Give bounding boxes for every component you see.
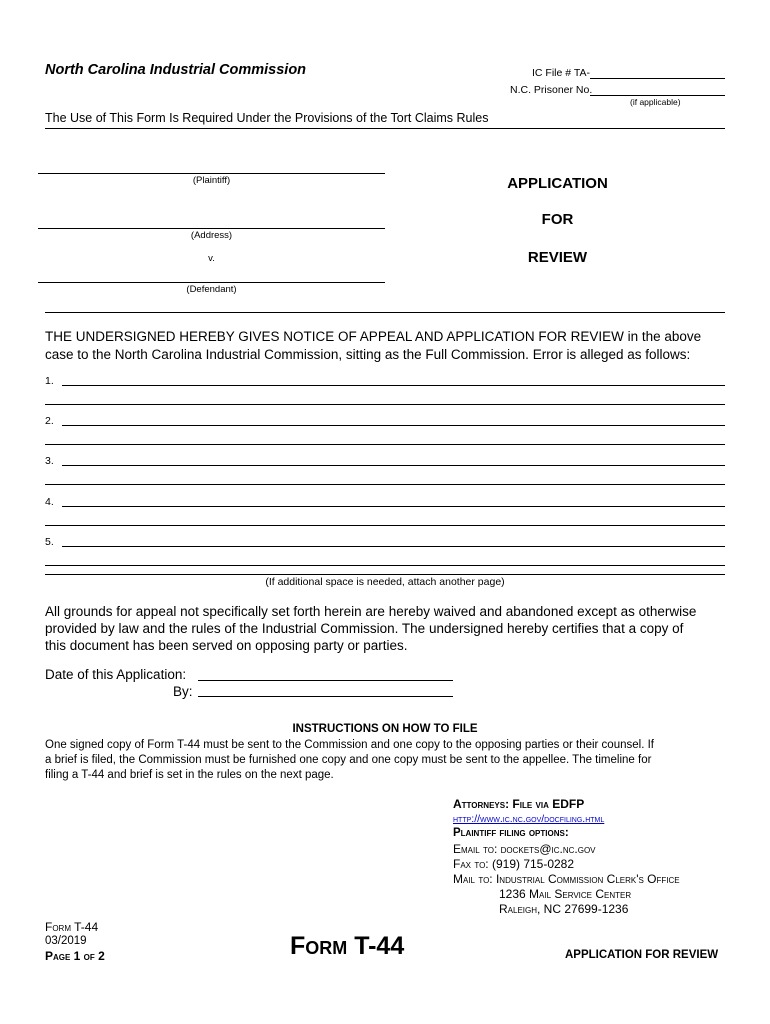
title-application: APPLICATION (507, 175, 608, 192)
footer-page-number: Page 1 of 2 (45, 949, 105, 963)
instructions-heading: INSTRUCTIONS ON HOW TO FILE (292, 723, 478, 735)
error-item-continuation[interactable] (45, 404, 725, 405)
versus-label: v. (208, 253, 215, 264)
mail-address-line2: Raleigh, NC 27699-1236 (499, 902, 629, 916)
email-option: Email to: dockets@ic.nc.gov (453, 842, 596, 856)
instructions-line1: One signed copy of Form T-44 must be sent to the Commission and one copy to the opposing parties or their counsel. If (45, 739, 654, 751)
mail-option: Mail to: Industrial Commission Clerk's Office (453, 872, 680, 886)
appeal-notice-line1: THE UNDERSIGNED HEREBY GIVES NOTICE OF APPEAL AND APPLICATION FOR REVIEW in the above (45, 329, 702, 344)
error-item-continuation[interactable] (45, 525, 725, 526)
ic-file-field[interactable] (590, 78, 725, 79)
error-item-number: 2. (45, 415, 54, 427)
prisoner-no-field[interactable] (590, 95, 725, 96)
date-field[interactable] (198, 680, 453, 681)
error-item-continuation[interactable] (45, 574, 725, 575)
plaintiff-filing-options: Plaintiff filing options: (453, 827, 569, 839)
grounds-line3: this document has been served on opposing party or parties. (45, 638, 408, 653)
footer-revision-date: 03/2019 (45, 935, 87, 947)
caption-divider (45, 312, 725, 313)
instructions-line3: filing a T-44 and brief is set in the rules on the next page. (45, 769, 334, 781)
title-for: FOR (541, 211, 574, 228)
additional-space-note: (If additional space is needed, attach another page) (265, 576, 505, 588)
tort-claims-notice: The Use of This Form Is Required Under the Provisions of the Tort Claims Rules (45, 111, 489, 125)
by-label: By: (173, 684, 193, 699)
error-item-number: 4. (45, 496, 54, 508)
error-item-field[interactable] (62, 465, 725, 466)
instructions-line2: a brief is filed, the Commission must be furnished one copy and one copy must be sent to the appellee. The timeline for (45, 754, 652, 766)
error-item-number: 5. (45, 536, 54, 548)
address-field[interactable] (38, 228, 385, 229)
footer-application-title: APPLICATION FOR REVIEW (565, 949, 719, 961)
fax-option: Fax to: (919) 715-0282 (453, 857, 575, 871)
defendant-label: (Defendant) (186, 284, 237, 295)
error-item-number: 1. (45, 375, 54, 387)
signature-field[interactable] (198, 696, 453, 697)
attorneys-filing: Attorneys: File via EDFP (453, 797, 585, 811)
defendant-field[interactable] (38, 282, 385, 283)
error-item-continuation[interactable] (45, 565, 725, 566)
footer-form-title: Form T-44 (290, 932, 405, 960)
edfp-link[interactable]: http://www.ic.nc.gov/docfiling.html (453, 813, 605, 825)
if-applicable-note: (if applicable) (630, 97, 681, 107)
prisoner-no-label: N.C. Prisoner No. (510, 84, 593, 96)
error-item-number: 3. (45, 455, 54, 467)
title-review: REVIEW (527, 249, 588, 266)
mail-address-line1: 1236 Mail Service Center (499, 887, 632, 901)
header-divider (45, 128, 725, 129)
grounds-line2: provided by law and the rules of the Industrial Commission. The undersigned hereby certifies that a copy of (45, 621, 684, 636)
error-item-field[interactable] (62, 506, 725, 507)
footer-form-number: Form T-44 (45, 920, 99, 934)
date-label: Date of this Application: (45, 667, 187, 682)
address-label: (Address) (190, 230, 233, 241)
agency-name: North Carolina Industrial Commission (45, 62, 307, 78)
error-item-field[interactable] (62, 546, 725, 547)
plaintiff-label: (Plaintiff) (192, 175, 231, 186)
plaintiff-field[interactable] (38, 173, 385, 174)
error-item-field[interactable] (62, 425, 725, 426)
grounds-line1: All grounds for appeal not specifically set forth herein are hereby waived and abandoned except as otherwise (45, 604, 697, 619)
error-item-continuation[interactable] (45, 444, 725, 445)
error-item-field[interactable] (62, 385, 725, 386)
ic-file-label: IC File # TA- (532, 67, 590, 79)
appeal-notice-line2: case to the North Carolina Industrial Commission, sitting as the Full Commission. Error is alleged as follows: (45, 347, 691, 362)
error-item-continuation[interactable] (45, 484, 725, 485)
